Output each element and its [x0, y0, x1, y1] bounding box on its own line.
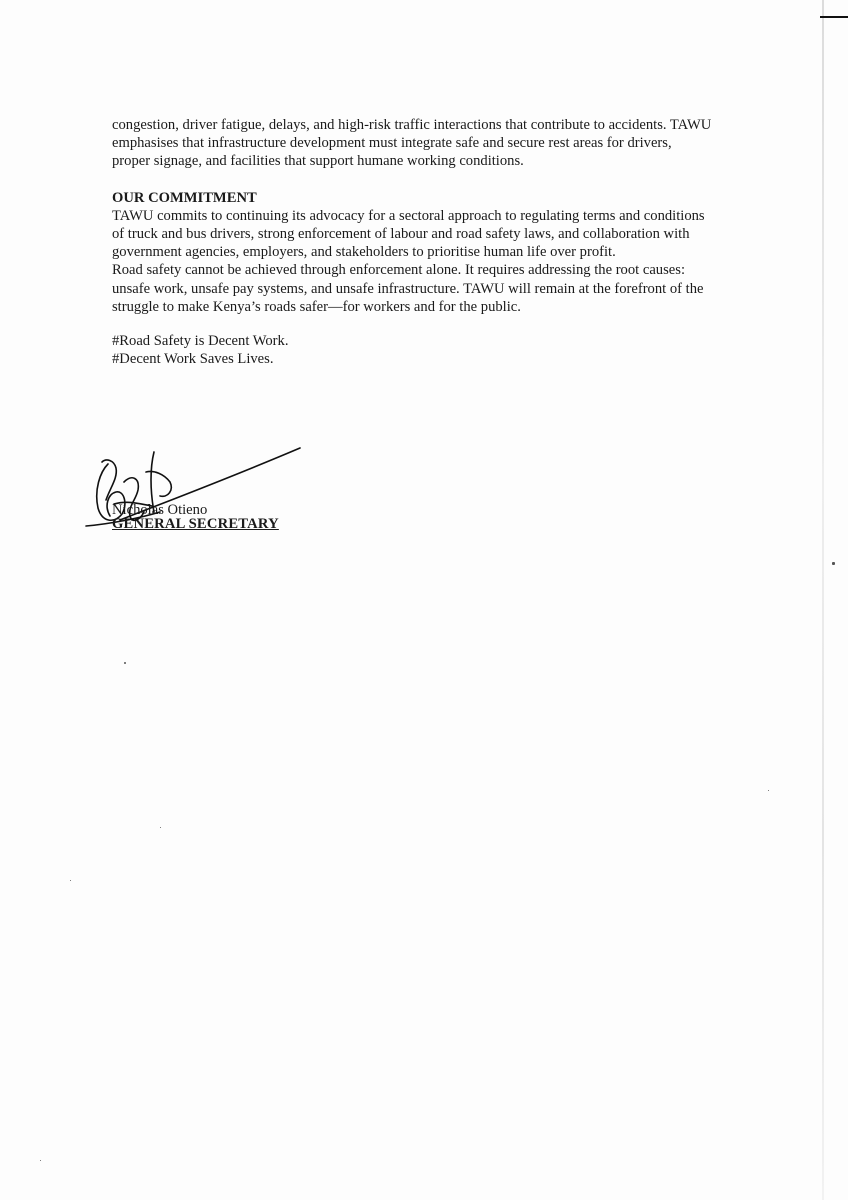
hashtag-road-safety: #Road Safety is Decent Work.: [112, 333, 289, 350]
scan-speck: [160, 827, 161, 828]
scan-speck: [768, 790, 769, 791]
commitment-paragraph-1: TAWU commits to continuing its advocacy for a sectoral approach to regulating terms and conditions of truck and bus drivers, strong enforcement of labour and road safety laws, and collaboration with government agencies, employers, and stakeholders to prioritise human life over profit.: [112, 207, 705, 261]
scan-speck: [70, 880, 71, 881]
scan-speck: [40, 1160, 41, 1161]
hashtag-list: [112, 332, 712, 368]
scan-speck: [124, 662, 126, 664]
signatory-name: Nicholas Otieno: [112, 502, 208, 518]
scan-speck: [832, 562, 835, 565]
signatory-title: GENERAL SECRETARY: [112, 516, 279, 532]
hashtag-decent-work: #Decent Work Saves Lives.: [112, 351, 274, 368]
intro-paragraph: congestion, driver fatigue, delays, and high-risk traffic interactions that contribute to accidents. TAWU emphasises that infrastructure development must integrate safe and secure rest areas for drivers, proper signage, and facilities that support humane working conditions.: [112, 117, 712, 170]
letter-body: [112, 116, 712, 368]
scan-edge-line: [822, 0, 824, 1200]
commitment-heading: OUR COMMITMENT: [112, 189, 257, 206]
commitment-paragraph-2: Road safety cannot be achieved through enforcement alone. It requires addressing the root causes: unsafe work, unsafe pay systems, and unsafe infrastructure. TAWU will remain at the forefront of the struggle to make Kenya’s roads safer—for workers and for the public.: [112, 262, 704, 315]
signature-block: [80, 434, 340, 544]
scan-edge-mark: [820, 16, 848, 18]
